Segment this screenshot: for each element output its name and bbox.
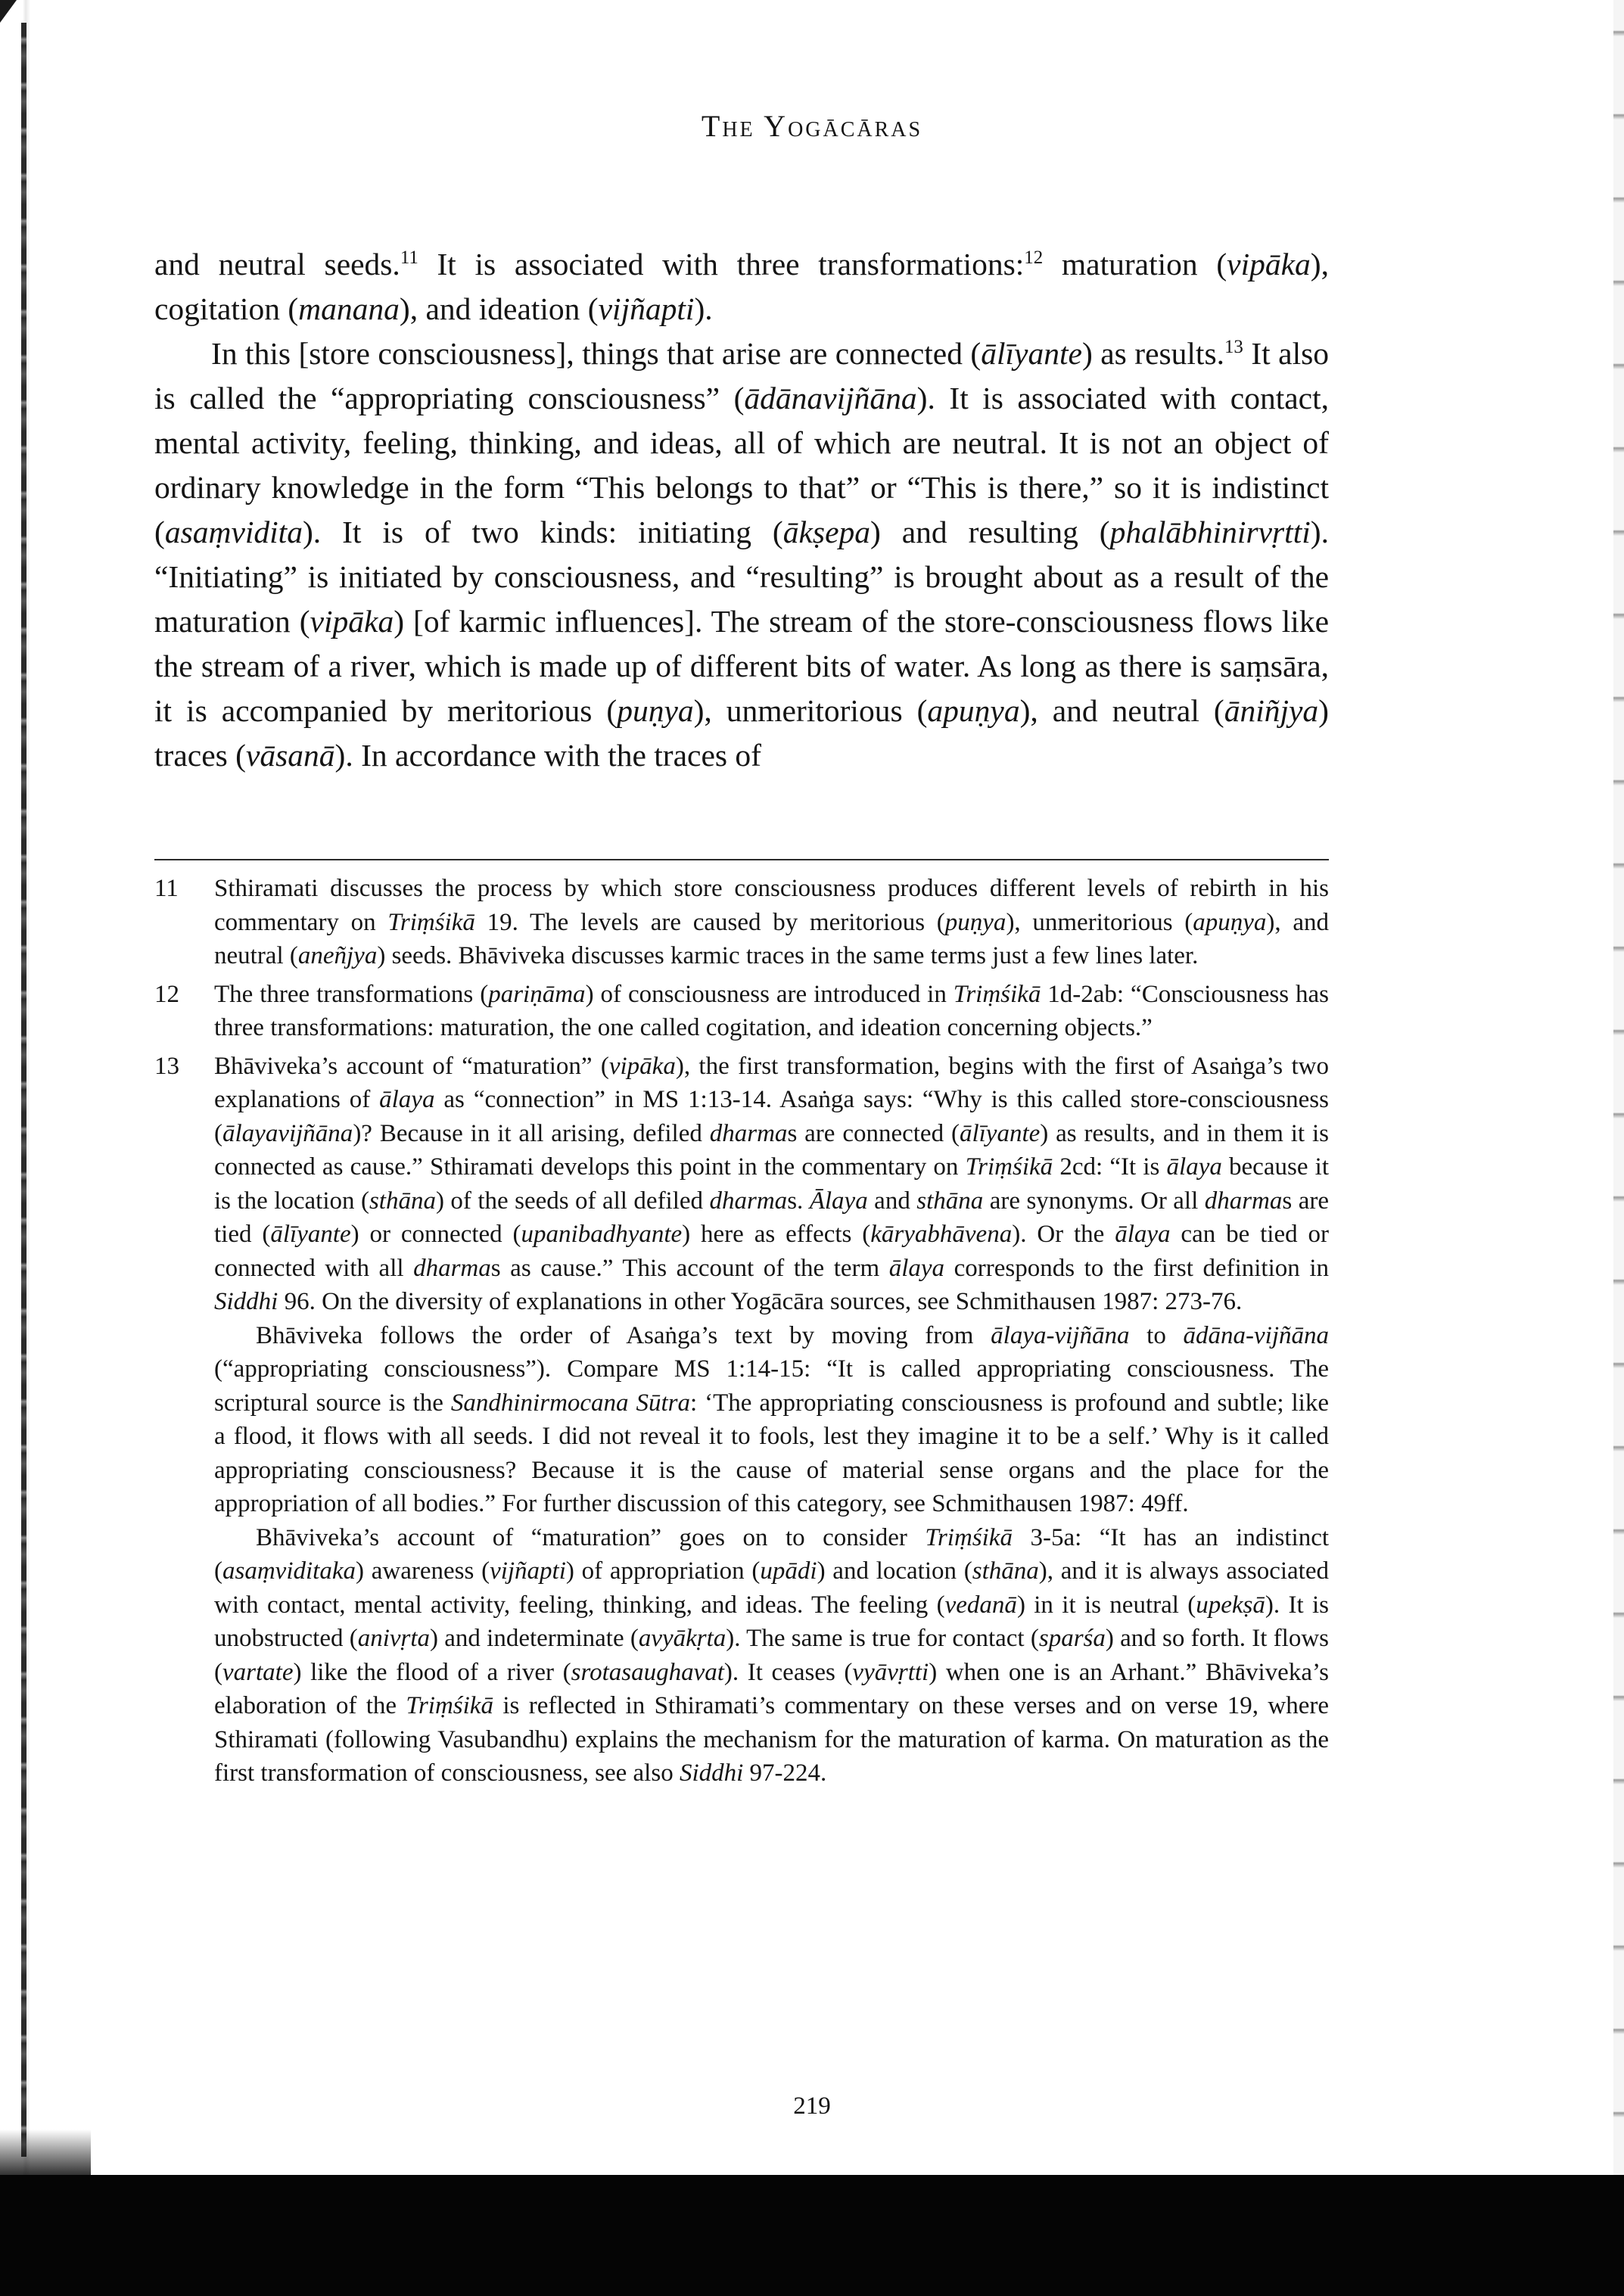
footnote-rule [154, 859, 1329, 860]
footnote-paragraph: Bhāviveka’s account of “maturation” goes on to consider Triṃśikā 3-5a: “It has an indistinct (asaṃviditaka) awareness (vijñapti) of appropriation (upādi) and location (sthāna), and it is always associated with contact, mental activity, feeling, thinking, and ideas. The feeling (vedanā) in it is neutral (upekṣā). It is unobstructed (anivṛta) and indeterminate (avyākṛta). The same is true for contact (sparśa) and so forth. It flows (vartate) like the flood of a river (srotasaughavat). It ceases (vyāvṛtti) when one is an Arhant.” Bhāviveka’s elaboration of the Triṃśikā is reflected in Sthiramati’s commentary on these verses and on verse 19, where Sthiramati (following Vasubandhu) explains the mechanism for the maturation of karma. On maturation as the first transformation of consciousness, see also Siddhi 97-224. [214, 1523, 1330, 1787]
footnote-paragraph: Bhāviveka follows the order of Asaṅga’s text by moving from ālaya-vijñāna to ādāna-vijñāna (“appropriating consciousness”). Compare MS 1:14-15: “It is called appropriating consciousness. The scriptural source is the Sandhinirmocana Sūtra: ‘The appropriating consciousness is profound and subtle; like a flood, it flows with all seeds. I did not reveal it to fools, lest they imagine it to be a self.’ Why is it called appropriating consciousness? Because it is the cause of material sense organs and the place for the appropriation of all bodies.” For further discussion of this category, see Schmithausen 1987: 49ff. [214, 1321, 1329, 1517]
italic-term: Triṃśikā [953, 980, 1041, 1008]
italic-term: ālaya-vijñāna [991, 1321, 1130, 1349]
footnote-12 [154, 978, 1329, 1045]
italic-term: Triṃśikā [925, 1523, 1013, 1551]
page-right-edge [1613, 0, 1624, 2179]
italic-term: vedanā [944, 1591, 1017, 1619]
italic-term: sparśa [1038, 1625, 1106, 1652]
page-number: 219 [793, 2092, 831, 2120]
italic-term: anivṛta [357, 1625, 431, 1652]
italic-term: pariṇāma [488, 980, 586, 1008]
italic-term: ādānavijñāna [744, 381, 917, 415]
italic-term: ādāna-vijñāna [1183, 1321, 1329, 1349]
italic-term: sthāna [972, 1557, 1039, 1585]
italic-term: Triṃśikā [387, 908, 475, 936]
italic-term: āniñjya [1224, 693, 1319, 728]
italic-term: ālaya [379, 1086, 435, 1113]
italic-term: dharma [1204, 1187, 1283, 1215]
italic-term: sthāna [916, 1187, 984, 1215]
binding-shadow [21, 23, 26, 2157]
italic-term: Ālaya [809, 1187, 868, 1215]
italic-term: ālaya [1115, 1221, 1171, 1248]
italic-term: vipāka [310, 604, 394, 639]
italic-term: vyāvṛtti [852, 1658, 929, 1686]
italic-term: manana [298, 291, 400, 326]
italic-term: ālīyante [270, 1221, 351, 1248]
footnote-ref: 12 [1024, 247, 1044, 269]
footnote-number: 12 [154, 980, 179, 1008]
footnote-11 [154, 872, 1329, 973]
italic-term: ālaya [888, 1254, 945, 1282]
italic-term: vijñapti [598, 291, 695, 326]
italic-term: Siddhi [679, 1759, 744, 1787]
scan-bottom-border [0, 2175, 1624, 2296]
main-text [154, 242, 1329, 778]
italic-term: Siddhi [214, 1288, 278, 1315]
footnote-paragraph: Sthiramati discusses the process by which store consciousness produces different levels of rebirth in his commentary on Triṃśikā 19. The levels are caused by meritorious (puṇya), unmeritorious (apuṇya), and neutral (aneñjya) seeds. Bhāviveka discusses karmic traces in the same terms just a few lines later. [214, 875, 1330, 969]
italic-term: avyākṛta [638, 1625, 726, 1652]
italic-term: Triṃśikā [965, 1153, 1053, 1181]
footnote-paragraph: The three transformations (pariṇāma) of consciousness are introduced in Triṃśikā 1d-2ab: “Consciousness has three transformations: maturation, the one called cogitation, and ideation concerning objects.” [214, 980, 1329, 1041]
italic-term: puṇya [944, 908, 1006, 936]
italic-term: kāryabhāvena [870, 1221, 1013, 1248]
italic-term: ālīyante [959, 1119, 1041, 1147]
italic-term: srotasaughavat [571, 1658, 724, 1686]
italic-term: ālayavijñāna [222, 1119, 353, 1147]
italic-term: vāsanā [245, 738, 335, 773]
footnote-13 [154, 1050, 1329, 1790]
italic-term: ālaya [1166, 1153, 1222, 1181]
body-paragraph-2: In this [store consciousness], things that arise are connected (ālīyante) as results.$^{13}$ It also is called the “appropriating consciousness” (ādānavijñāna). It is associated with contact, mental activity, feeling, thinking, and ideas, all of which are neutral. It is not an object of ordinary knowledge in the form “This belongs to that” or “This is there,” so it is indistinct (asaṃvidita). It is of two kinds: initiating (ākṣepa) and resulting (phalābhinirvṛtti). “Initiating” is initiated by consciousness, and “resulting” is brought about as a result of the maturation (vipāka) [of karmic influences]. The stream of the store-consciousness flows like the stream of a river, which is made up of different bits of water. As long as there is saṃsāra, it is accompanied by meritorious (puṇya), unmeritorious (apuṇya), and neutral (āniñjya) traces (vāsanā). In accordance with the traces of [154, 336, 1330, 773]
italic-term: vartate [222, 1658, 294, 1686]
italic-term: vijñapti [490, 1557, 566, 1585]
italic-term: aneñjya [297, 942, 378, 969]
italic-term: asaṃviditaka [222, 1557, 356, 1585]
italic-term: vipāka [608, 1052, 676, 1080]
running-head: The Yogācāras [701, 109, 923, 143]
italic-term: upanibadhyante [521, 1221, 683, 1248]
italic-term: puṇya [617, 693, 694, 728]
italic-term: asaṃvidita [164, 515, 303, 549]
italic-term: ālīyante [981, 336, 1082, 371]
footnote-number: 13 [154, 1052, 179, 1080]
italic-term: vipāka [1227, 247, 1311, 282]
footnote-ref: 13 [1224, 337, 1243, 358]
footnote-paragraph: Bhāviveka’s account of “maturation” (vipāka), the first transformation, begins with the first of Asaṅga’s two explanations of ālaya as “connection” in MS 1:13-14. Asaṅga says: “Why is this called store-consciousness (ālayavijñāna)? Because in it all arising, defiled dharmas are connected (ālīyante) as results, and in them it is connected as cause.” Sthiramati develops this point in the commentary on Triṃśikā 2cd: “It is ālaya because it is the location (sthāna) of the seeds of all defiled dharmas. Ālaya and sthāna are synonyms. Or all dharmas are tied (ālīyante) or connected (upanibadhyante) here as effects (kāryabhāvena). Or the ālaya can be tied or connected with all dharmas as cause.” This account of the term ālaya corresponds to the first definition in Siddhi 96. On the diversity of explanations in other Yogācāra sources, see Schmithausen 1987: 273-76. [214, 1052, 1329, 1315]
italic-term: phalābhinirvṛtti [1109, 515, 1311, 549]
italic-term: sthāna [369, 1187, 436, 1215]
italic-term: Sandhinirmocana Sūtra [450, 1389, 691, 1417]
binding-corner [0, 0, 17, 23]
footnote-number: 11 [154, 875, 179, 902]
italic-term: upekṣā [1196, 1591, 1265, 1619]
footnotes [154, 872, 1329, 1795]
italic-term: dharma [709, 1187, 788, 1215]
footnote-ref: 11 [400, 247, 418, 269]
italic-term: ākṣepa [782, 515, 870, 549]
body-paragraph-1: and neutral seeds.$^{11}$ It is associated with three transformations:$^{12}$ maturation (vipāka), cogitation (manana), and ideation (vijñapti). [154, 247, 1329, 326]
italic-term: dharma [709, 1119, 788, 1147]
italic-term: apuṇya [927, 693, 1020, 728]
italic-term: upādi [760, 1557, 817, 1585]
italic-term: Triṃśikā [406, 1692, 493, 1719]
italic-term: apuṇya [1193, 908, 1267, 936]
italic-term: dharma [413, 1254, 491, 1282]
